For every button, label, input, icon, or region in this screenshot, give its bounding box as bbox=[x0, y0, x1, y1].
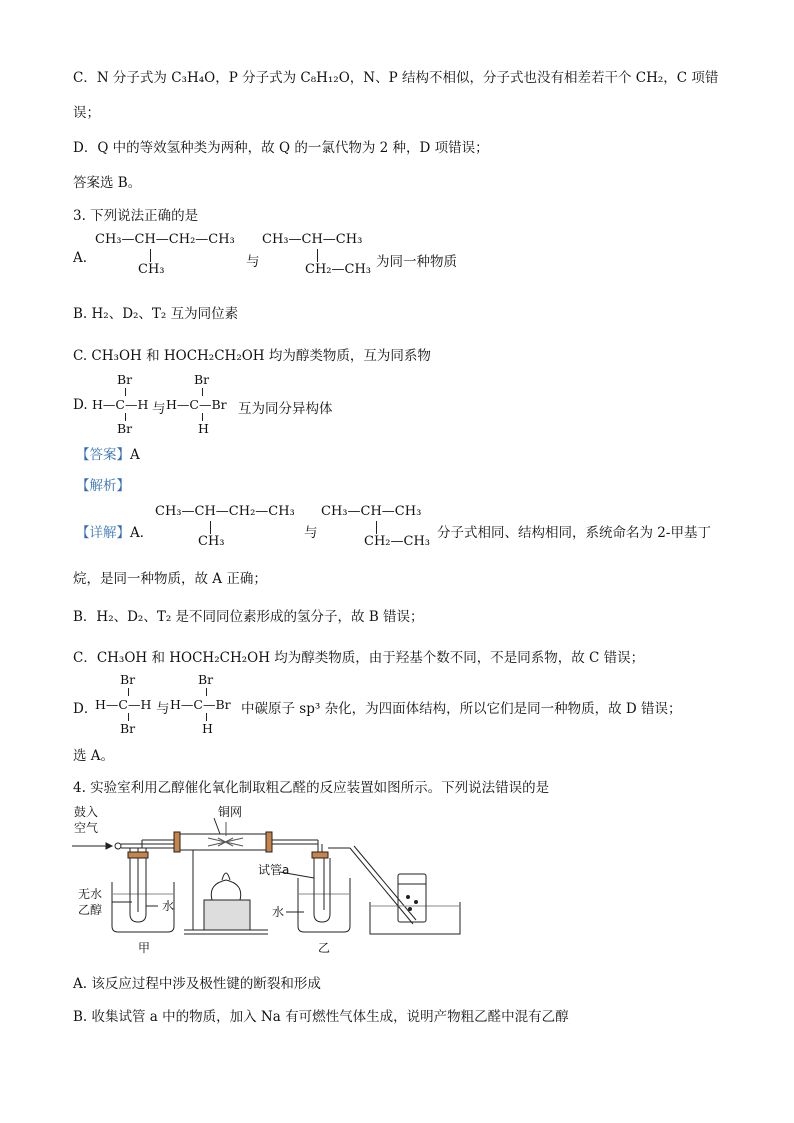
structure-ch2br2-2 bbox=[166, 372, 241, 434]
arrow-head-icon bbox=[106, 843, 112, 849]
detail-tag: 【详解】 bbox=[76, 525, 130, 541]
water-trough bbox=[370, 902, 460, 934]
structure-ch2br2-1 bbox=[92, 372, 157, 434]
bond-line bbox=[128, 688, 129, 696]
bond-line bbox=[206, 688, 207, 696]
text-line: 中碳原子 sp³ 杂化，为四面体结构，所以它们是同一种物质，故 D 错误； bbox=[241, 701, 682, 717]
label-copper-mesh: 铜网 bbox=[218, 805, 243, 819]
valve-icon bbox=[115, 843, 121, 849]
answer-line bbox=[76, 443, 140, 463]
branch-formula: CH₂—CH₃ bbox=[364, 534, 430, 549]
atom-br: Br bbox=[117, 421, 133, 436]
detail-d-prefix: D． bbox=[73, 701, 98, 717]
option-a: A. 该反应过程中涉及极性键的断裂和形成 bbox=[73, 976, 321, 992]
text-line: 选 A。 bbox=[73, 748, 115, 764]
alcohol-lamp-icon bbox=[211, 880, 240, 900]
atom-h: H bbox=[202, 721, 213, 736]
branch-formula: CH₃ bbox=[138, 262, 165, 277]
structure-2-methylbutane-2 bbox=[321, 504, 441, 554]
row-formula: H—C—H bbox=[92, 397, 149, 412]
label-blow-air-2: 空气 bbox=[74, 821, 99, 835]
option-a-label: A. bbox=[73, 250, 88, 266]
branch-formula: CH₂—CH₃ bbox=[305, 262, 371, 277]
structure-ch2br2-1 bbox=[95, 672, 160, 734]
text-line: 互为同分异构体 bbox=[238, 401, 333, 417]
connector-text: 与 bbox=[156, 701, 170, 717]
chain-formula: CH₃—CH—CH₃ bbox=[321, 504, 422, 519]
analysis-tag: 【解析】 bbox=[76, 478, 130, 494]
label-blow-air-1: 鼓入 bbox=[74, 805, 99, 819]
atom-br: Br bbox=[120, 721, 136, 736]
label-water-2: 水 bbox=[272, 905, 285, 919]
chain-formula: CH₃—CH—CH₃ bbox=[262, 232, 363, 247]
label-water: 水 bbox=[162, 899, 175, 913]
bond-line bbox=[125, 388, 126, 396]
chain-formula: CH₃—CH—CH₂—CH₃ bbox=[95, 232, 235, 247]
row-formula: H—C—H bbox=[95, 697, 152, 712]
label-anhydrous-1: 无水 bbox=[78, 887, 103, 901]
bond-line bbox=[376, 521, 377, 534]
text-line: 烷，是同一种物质，故 A 正确； bbox=[73, 571, 267, 587]
option-b: B. H₂、D₂、T₂ 互为同位素 bbox=[73, 306, 239, 322]
structure-2-methylbutane-2 bbox=[262, 232, 382, 282]
chain-formula: CH₃—CH—CH₂—CH₃ bbox=[155, 504, 295, 519]
atom-br: Br bbox=[117, 372, 133, 387]
text-line: 答案选 B。 bbox=[73, 175, 142, 191]
atom-br: Br bbox=[198, 672, 214, 687]
bond-line bbox=[202, 388, 203, 396]
atom-h: H bbox=[198, 421, 209, 436]
connector-text: 与 bbox=[304, 525, 318, 541]
question-stem: 3. 下列说法正确的是 bbox=[73, 208, 199, 224]
answer-value: A bbox=[130, 447, 140, 463]
lamp-base bbox=[204, 900, 250, 930]
branch-formula: CH₃ bbox=[198, 534, 225, 549]
connector-text: 与 bbox=[152, 401, 166, 417]
structure-2-methylbutane-1 bbox=[95, 232, 255, 282]
text-line: 为同一种物质 bbox=[376, 254, 457, 270]
reaction-tube bbox=[178, 834, 268, 850]
text-line: C．CH₃OH 和 HOCH₂CH₂OH 均为醇类物质，由于羟基个数不同，不是同系物，故 C 错误； bbox=[73, 650, 645, 666]
bond-line bbox=[125, 413, 126, 421]
detail-a-prefix: A． bbox=[130, 525, 154, 541]
test-tube-a bbox=[314, 858, 330, 922]
atom-br: Br bbox=[194, 372, 210, 387]
option-b: B. 收集试管 a 中的物质，加入 Na 有可燃性气体生成，说明产物粗乙醛中混有乙醇 bbox=[73, 1009, 569, 1025]
option-d-label: D. bbox=[73, 397, 88, 413]
text-line: C．N 分子式为 C₃H₄O，P 分子式为 C₈H₁₂O，N、P 结构不相似，分子式也没有相差若干个 CH₂，C 项错 bbox=[73, 70, 719, 86]
option-c: C. CH₃OH 和 HOCH₂CH₂OH 均为醇类物质，互为同系物 bbox=[73, 348, 431, 364]
label-tube-a: 试管a bbox=[258, 863, 290, 877]
question-stem: 4. 实验室利用乙醇催化氧化制取粗乙醛的反应装置如图所示。下列说法错误的是 bbox=[73, 780, 550, 796]
text-line: D．Q 中的等效氢种类为两种，故 Q 的一氯代物为 2 种，D 项错误； bbox=[73, 140, 489, 156]
row-formula: H—C—Br bbox=[170, 697, 231, 712]
bond-line bbox=[317, 249, 318, 262]
structure-ch2br2-2 bbox=[170, 672, 245, 734]
answer-tag: 【答案】 bbox=[76, 447, 130, 463]
structure-2-methylbutane-1 bbox=[155, 504, 315, 554]
detail-line bbox=[76, 521, 153, 541]
bond-line bbox=[202, 413, 203, 421]
bond-line bbox=[206, 713, 207, 721]
bond-line bbox=[150, 249, 151, 262]
row-formula: H—C—Br bbox=[166, 397, 227, 412]
atom-br: Br bbox=[120, 672, 136, 687]
bond-line bbox=[128, 713, 129, 721]
connector-text: 与 bbox=[246, 254, 260, 270]
apparatus-diagram bbox=[68, 802, 468, 962]
label-yi: 乙 bbox=[318, 941, 331, 955]
text-line: 分子式相同、结构相同，系统命名为 2-甲基丁 bbox=[437, 525, 711, 541]
text-line: 误； bbox=[73, 105, 100, 121]
label-jia: 甲 bbox=[138, 941, 151, 955]
bond-line bbox=[210, 521, 211, 534]
text-line: B．H₂、D₂、T₂ 是不同同位素形成的氢分子，故 B 错误； bbox=[73, 609, 424, 625]
label-anhydrous-2: 乙醇 bbox=[78, 903, 103, 917]
